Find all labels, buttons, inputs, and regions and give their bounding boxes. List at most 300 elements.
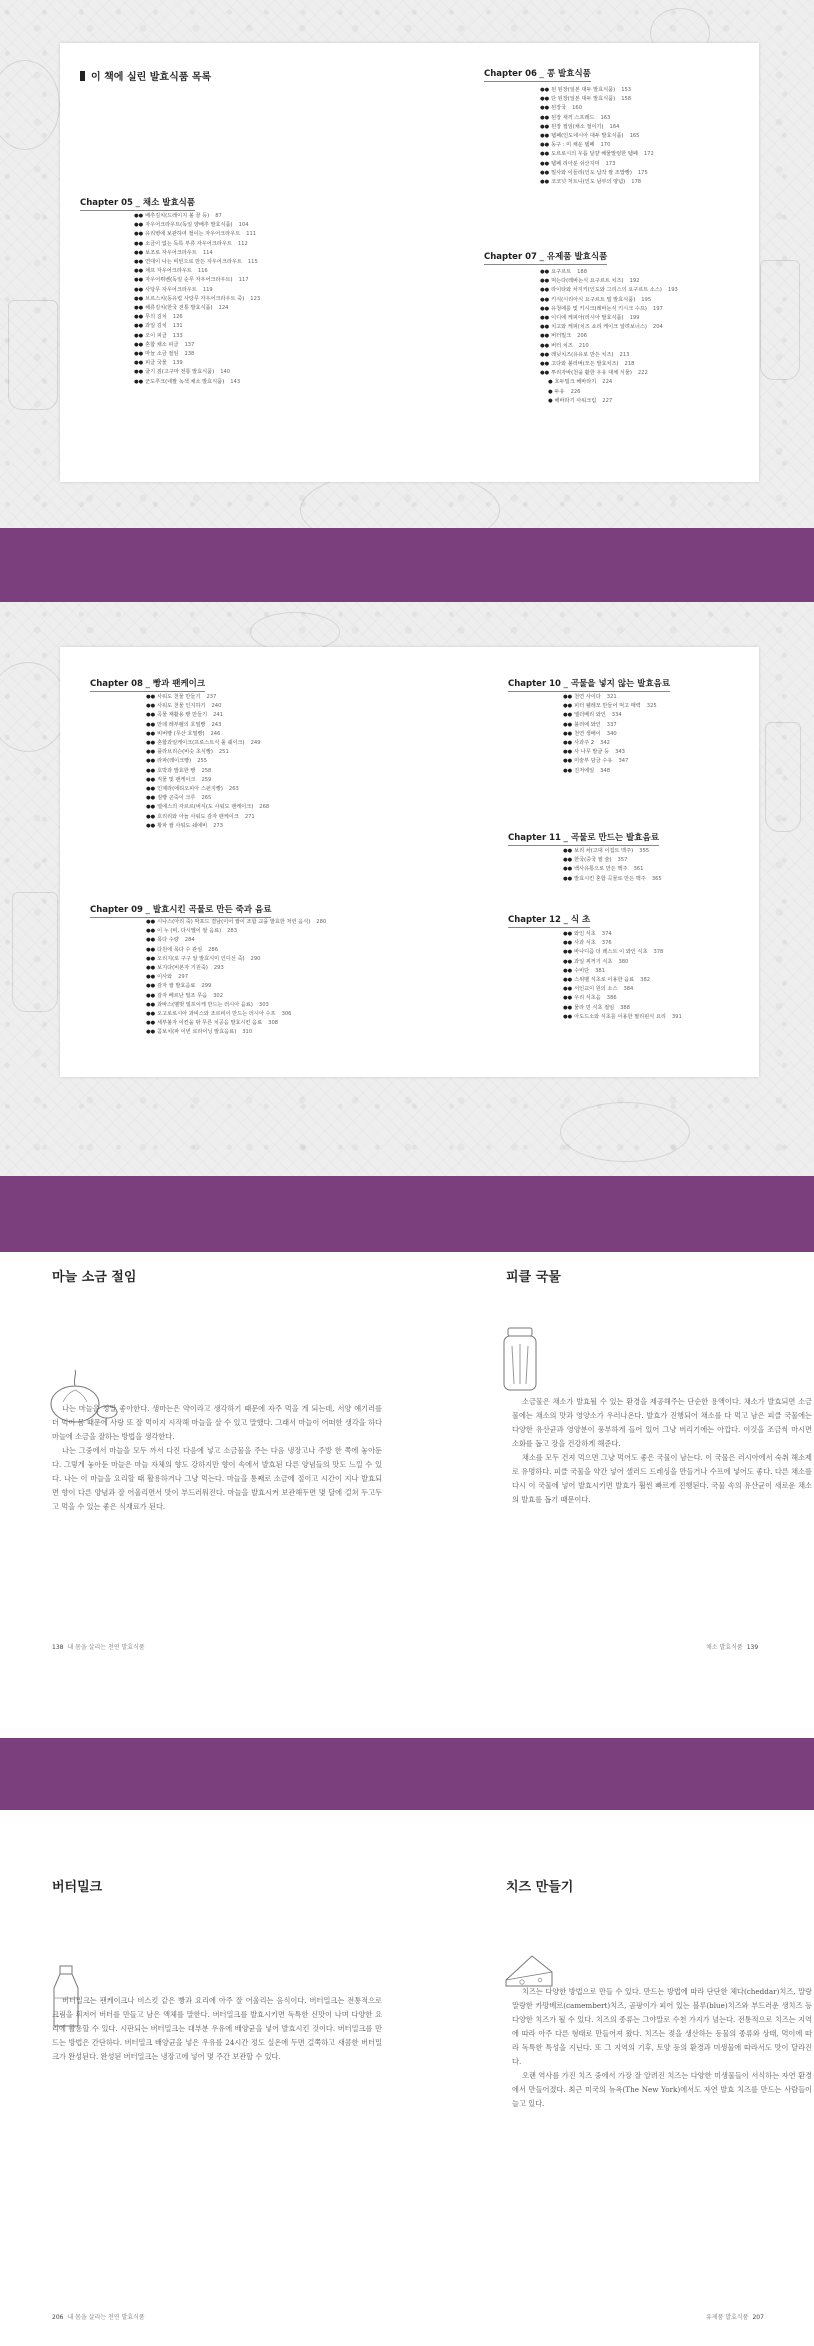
chapter-heading: Chapter 11 _ 곡물로 만드는 발효음료 [508, 831, 659, 846]
page-folio [706, 1642, 758, 1651]
item-page: 87 [215, 213, 222, 219]
item-text: 천연 생배이 [574, 730, 601, 737]
bullet-icon: ●● [563, 721, 573, 728]
bullet-icon: ●● [540, 333, 550, 340]
chapter-title: 콩 발효식품 [546, 69, 591, 79]
bullet-icon: ●● [146, 804, 156, 811]
item-page: 290 [250, 955, 261, 962]
chapter-underline [484, 81, 591, 82]
toc-item[interactable] [563, 856, 662, 865]
item-text: 과일 찌꺼기 식초 [574, 958, 613, 965]
item-page: 193 [667, 287, 678, 294]
toc-item[interactable] [146, 739, 269, 748]
bullet-icon: ●● [540, 105, 550, 112]
bullet-icon: ●● [146, 992, 156, 999]
toc-item[interactable] [540, 305, 678, 314]
toc-item[interactable] [540, 314, 678, 323]
toc-item[interactable] [540, 332, 678, 341]
item-text: 브르스치(동유럽 사탕무 자우어크라우트 죽) [145, 295, 245, 302]
bullet-icon: ●● [134, 268, 144, 275]
item-text: 미술부 담금 수유 [574, 758, 613, 765]
bullet-icon: ● [548, 397, 553, 404]
toc-item[interactable] [146, 813, 269, 822]
toc-item[interactable] [540, 160, 654, 169]
item-text: 플라브리슨(비슷 초식빵) [157, 749, 213, 756]
toc-item[interactable] [563, 739, 657, 748]
bullet-icon: ●● [563, 703, 573, 710]
toc-item[interactable] [540, 342, 678, 351]
toc-item[interactable] [540, 178, 654, 187]
item-text: 레닛치즈(유유로 만든 치즈) [551, 351, 614, 358]
item-page: 365 [651, 875, 662, 882]
decorative-sketch [765, 722, 801, 832]
bullet-icon: ●● [563, 730, 573, 737]
toc-item[interactable] [563, 948, 682, 957]
toc-item[interactable] [146, 693, 269, 702]
item-text: 라이타와 차지키(인도와 그리스의 요구르트 소스) [551, 287, 662, 294]
bullet-icon: ● [548, 379, 553, 386]
bullet-icon: ●● [540, 315, 550, 322]
toc-item[interactable] [134, 313, 260, 322]
item-text: 먹는다(레바논식 요구르트 치즈) [551, 278, 624, 285]
item-page: 391 [671, 1013, 682, 1020]
toc-item[interactable] [540, 296, 678, 305]
bullet-icon: ●● [146, 928, 156, 935]
item-text: 이 누 (비, 다시멜이 쌀 음료) [157, 928, 222, 935]
item-text: 동구 : 미 채운 템페 [551, 142, 595, 149]
toc-item[interactable] [540, 123, 654, 132]
item-page: 204 [652, 324, 663, 331]
toc-subitem[interactable] [540, 388, 678, 397]
paragraph-text: 나는 그중에서 마늘을 모두 까서 다진 다음에 넣고 소금물을 주는 다음 냉장고나 주방 한 쪽에 놓아둔다. 그렇게 놓아둔 마늘은 마늘 자체의 향도 강하지만 향이 속에서 발효된 다른 양념들의 맛도 느낄 수 있다. 나는 이 마늘을 요리할 때 활용하거나 그냥 먹는다. 마늘을 통째로 소금에 절이고 시간이 지나 발효되면 향이 다른 양념과 잘 어울리면서 맛이 부드러워진다. 마늘을 발효시켜 보관해두면 몇 달에 걸쳐 두고두고 먹을 수 있는 좋은 식재료가 된다. [52, 1446, 382, 1511]
chapter-heading: Chapter 12 _ 식 초 [508, 913, 590, 928]
item-page: 283 [227, 928, 238, 935]
bullet-icon: ●● [540, 278, 550, 285]
chapter-item-list [563, 847, 662, 884]
toc-item[interactable] [540, 360, 678, 369]
chapter-item-list [146, 693, 269, 831]
toc-item[interactable] [146, 748, 269, 757]
item-page: 255 [197, 758, 208, 765]
running-head: 내 몸을 살리는 천연 발효식품 [67, 1644, 145, 1651]
item-text: 굴기 짐(고구마 전통 발효식품) [145, 369, 215, 376]
toc-item[interactable] [540, 86, 654, 95]
toc-item[interactable] [134, 276, 260, 285]
toc-item[interactable] [146, 955, 326, 964]
item-page: 384 [623, 986, 634, 993]
decorative-sketch [250, 612, 340, 652]
toc-item[interactable] [563, 930, 682, 939]
toc-subitem[interactable] [540, 397, 678, 406]
toc-item[interactable] [134, 295, 260, 304]
bullet-icon: ●● [540, 324, 550, 331]
bullet-icon: ●● [540, 370, 550, 377]
toc-item[interactable] [146, 918, 326, 927]
bullet-icon: ●● [146, 946, 156, 953]
decorative-sketch [760, 260, 800, 380]
purple-band [0, 1176, 814, 1252]
item-text: 인제라(에티오피아 스펀지빵) [157, 786, 223, 793]
toc-item[interactable] [540, 277, 678, 286]
chapter-heading: Chapter 09 _ 발효시킨 곡물로 만든 죽과 음료 [90, 903, 271, 918]
page-number: 207 [752, 2314, 764, 2321]
chapter-title: 곡물로 만드는 발효음료 [570, 833, 659, 843]
toc-item[interactable] [563, 748, 657, 757]
bullet-icon: ●● [540, 342, 550, 349]
item-text: 된 된장(일본 대두 발효식품) [551, 87, 616, 93]
item-page: 124 [218, 305, 229, 312]
chapter-title: 발효시킨 곡물로 만든 죽과 음료 [152, 905, 272, 915]
item-page: 163 [600, 114, 611, 121]
toc-item[interactable] [563, 847, 662, 856]
item-page: 240 [211, 703, 222, 710]
item-page: 224 [602, 379, 613, 386]
paragraph-text: 나는 마늘을 정말 좋아한다. 생마는은 약이라고 생각하기 때문에 자주 먹을 게 되는데, 서양 얘기러를 더 먹어 몸 때문에 사랑 또 잘 먹이지 시작해 마늘을 살 수 있고 말했다. 그래서 마늘이 어떠한 생각을 하다 마늘에 소금을 잘하는 방법을 생각한다. [52, 1404, 382, 1441]
item-page: 206 [577, 333, 588, 340]
item-text: 무의 김치 [145, 314, 167, 321]
toc-item[interactable] [540, 150, 654, 159]
toc-item[interactable] [134, 341, 260, 350]
bullet-icon: ●● [146, 758, 156, 765]
item-text: 유청에를 및 키시크(레바논식 키시크 수프) [551, 305, 647, 312]
item-page: 284 [184, 937, 195, 944]
toc-item[interactable] [563, 1004, 682, 1013]
bullet-icon: ●● [134, 378, 144, 385]
page-number: 206 [52, 2314, 64, 2321]
bullet-icon: ●● [563, 749, 573, 756]
chapter-heading: Chapter 06 _ 콩 발효식품 [484, 67, 591, 82]
chapter-label: Chapter 05 [80, 198, 133, 208]
bullet-icon: ●● [146, 694, 156, 700]
item-text: 곡물 재활용 빵 만들기 [157, 712, 208, 719]
item-text: 짐빵 곤죽이 크루 [157, 795, 196, 802]
toc-item[interactable] [134, 350, 260, 359]
item-text: 라파(레이크빵) [157, 758, 192, 765]
toc-item[interactable] [134, 258, 260, 267]
item-text: 보조로 자우어크라우트 [145, 249, 197, 256]
toc-item[interactable] [134, 221, 260, 230]
toc-item[interactable] [563, 865, 662, 874]
bullet-icon: ●● [134, 305, 144, 312]
chapter-item-list [540, 268, 678, 406]
item-page: 342 [600, 740, 610, 747]
item-page: 165 [629, 133, 640, 140]
toc-item[interactable] [146, 1001, 326, 1010]
toc-item[interactable] [563, 757, 657, 766]
toc-item[interactable] [540, 369, 678, 378]
item-page: 337 [606, 721, 617, 728]
item-page: 348 [600, 767, 611, 774]
item-text: 버터밀크 [551, 333, 572, 340]
toc-item[interactable] [563, 702, 657, 711]
toc-item[interactable] [146, 803, 269, 812]
item-text: 스위벨 식초로 이용한 음료 [574, 977, 635, 984]
toc-item[interactable] [134, 322, 260, 331]
toc-item[interactable] [540, 351, 678, 360]
toc-item[interactable] [146, 973, 326, 982]
item-text: 오리지(로 구구 알 발효식미 인디선 죽) [157, 955, 245, 962]
toc-item[interactable] [563, 1013, 682, 1022]
toc-item[interactable] [146, 1028, 326, 1037]
item-text: 된장 절임(채소 절이기) [551, 123, 604, 130]
item-page: 374 [601, 931, 612, 937]
item-page: 286 [208, 946, 219, 953]
item-page: 325 [646, 703, 657, 710]
toc-item[interactable] [146, 946, 326, 955]
toc-item[interactable] [146, 776, 269, 785]
running-head: 내 몸을 살리는 천연 발효식품 [67, 2314, 145, 2321]
item-page: 126 [172, 314, 183, 321]
item-text: 해바라기 사워크림 [554, 397, 597, 404]
item-text: 단 된장(일본 대두 발효식품) [551, 96, 616, 103]
toc-item[interactable] [146, 822, 269, 831]
item-page: 263 [228, 786, 239, 793]
toc-item[interactable] [563, 985, 682, 994]
toc-item[interactable] [146, 1019, 326, 1028]
item-page: 378 [653, 949, 664, 956]
item-page: 139 [172, 360, 183, 367]
bullet-icon: ●● [146, 795, 156, 802]
item-text: 소금이 없는 독특 부류 자우어크라우트 [145, 240, 232, 247]
item-page: 347 [618, 758, 629, 765]
chapter-label: Chapter 07 [484, 252, 537, 262]
page-body [52, 1402, 382, 1514]
item-page: 259 [201, 776, 212, 783]
toc-item[interactable] [146, 992, 326, 1001]
item-text: 된장국 [551, 105, 567, 112]
item-page: 243 [211, 721, 222, 728]
toc-item[interactable] [563, 875, 662, 884]
bullet-icon: ●● [540, 87, 550, 93]
toc-item[interactable] [540, 268, 678, 277]
item-text: 오고로로시아 과비스와 조르비이 만드는 러시아 수프 [157, 1011, 276, 1018]
body-paragraph [512, 2069, 812, 2111]
toc-item[interactable] [563, 711, 657, 720]
item-text: 피터 웰레모 만들어 먹고 매력 [574, 703, 641, 710]
bullet-icon: ●● [146, 1020, 156, 1027]
chapter-label: Chapter 06 [484, 69, 537, 79]
bullet-icon: ●● [134, 295, 144, 302]
bullet-icon: ●● [563, 857, 573, 864]
item-page: 119 [202, 286, 213, 293]
item-text: 오이 피클 [145, 332, 167, 339]
toc-subitem[interactable] [540, 378, 678, 387]
item-page: 273 [213, 822, 224, 829]
item-page: 153 [621, 87, 632, 93]
page-number: 139 [746, 1644, 759, 1651]
toc-item[interactable] [540, 286, 678, 295]
toc-item[interactable] [134, 378, 260, 387]
bullet-icon: ●● [563, 967, 573, 974]
bullet-icon: ●● [540, 169, 550, 176]
item-page: 188 [577, 269, 588, 275]
item-text: 버터 치즈 [551, 342, 573, 349]
chapter-title: 유제품 발효식품 [546, 252, 608, 262]
bullet-icon: ●● [146, 767, 156, 774]
toc-item[interactable] [540, 141, 654, 150]
toc-item[interactable] [540, 114, 654, 123]
toc-item[interactable] [134, 286, 260, 295]
toc-item[interactable] [134, 359, 260, 368]
chapter-title: 채소 발효식품 [142, 198, 196, 208]
body-paragraph [52, 1994, 382, 2064]
bullet-icon: ●● [540, 179, 550, 186]
toc-item[interactable] [146, 757, 269, 766]
item-text: 물라 민 식초 절임 [574, 1004, 615, 1011]
toc-item[interactable] [540, 95, 654, 104]
bullet-icon: ●● [146, 703, 156, 710]
chapter-label: Chapter 09 [90, 905, 143, 915]
toc-item[interactable] [146, 927, 326, 936]
bullet-icon: ●● [146, 749, 156, 756]
toc-item[interactable] [563, 767, 657, 776]
decorative-sketch [12, 892, 58, 1012]
chapter-item-list [540, 86, 654, 187]
item-text: 수비단 [574, 967, 590, 974]
toc-item[interactable] [563, 967, 682, 976]
bullet-icon: ●● [563, 848, 573, 854]
bullet-icon: ●● [540, 361, 550, 368]
toc-item[interactable] [146, 702, 269, 711]
bullet-icon: ●● [563, 1004, 573, 1011]
item-text: 발효시킨 혼합 곡물로 만든 맥주 [574, 875, 646, 882]
item-text: 감자 베르난 밀조 무음 [157, 992, 208, 999]
chapter-title: 식 초 [570, 915, 591, 925]
bullet-icon: ●● [563, 949, 573, 956]
bullet-icon: ●● [146, 786, 156, 793]
chapter-heading: Chapter 07 _ 유제품 발효식품 [484, 250, 607, 265]
chapter-item-list [563, 693, 657, 776]
bullet-icon: ●● [563, 875, 573, 882]
toc-item[interactable] [134, 230, 260, 239]
page-body [52, 1994, 382, 2064]
item-text: 코코넛 처트니(인도 남부의 양념) [551, 179, 626, 186]
item-text: 천연 사이다 [574, 694, 601, 700]
toc-item[interactable] [540, 323, 678, 332]
toc-item[interactable] [540, 169, 654, 178]
paragraph-text: 치즈는 다양한 방법으로 만들 수 있다. 만드는 방법에 따라 단단한 체다(cheddar)치즈, 말랑말랑한 카망베르(camembert)치즈, 곰팡이가 피어 있는 블루(blue)치즈와 부드러운 생치즈 등 다양한 치즈가 될 수 있다. 치즈의 종류는 그야말로 수천 가지가 넘는다. 전통적으로 치즈는 지역에 따라 아주 다른 형태로 만들어져 왔다. 치즈는 젖을 생산하는 동물의 종류와 상태, 먹이에 따라 독특한 특성을 지닌다. 또 그 지역의 기후, 토양 등의 환경과 미생물에 따라서도 맛이 달라진다. [512, 1987, 812, 2066]
item-text: 사 나무 발굴 등 [574, 749, 610, 756]
item-text: 과바스(벨벗 밀프이케 만드는 러시아 음료) [157, 1001, 253, 1008]
item-page: 192 [629, 278, 640, 285]
item-page: 297 [178, 974, 189, 981]
decorative-sketch [8, 300, 58, 410]
bullet-icon: ●● [563, 1013, 573, 1020]
toc-item[interactable] [146, 936, 326, 945]
toc-item[interactable] [134, 332, 260, 341]
item-page: 380 [618, 958, 629, 965]
title-marker [80, 71, 85, 81]
body-paragraph [52, 1402, 382, 1444]
item-page: 280 [316, 919, 327, 925]
body-paragraph [52, 1444, 382, 1514]
page-folio [706, 2312, 764, 2321]
paragraph-text: 채소를 모두 건져 먹으면 그냥 먹어도 좋은 국물이 남는다. 이 국물은 러시아에서 숙취 해소제로 유명하다. 피클 국물을 약간 넣어 샐러드 드레싱을 만들거나 수프에 넣어도 좋다. 다른 채소를 다시 이 국물에 넣어 발효시키면 발효가 훨씬 빠르게 진행된다. 국물 속의 유산균이 새로운 채소의 발효를 돕기 때문이다. [512, 1453, 812, 1504]
item-text: 사과주 2 [574, 740, 595, 747]
body-paragraph [512, 1985, 812, 2069]
item-text: 보지다(비본자 기원죽) [157, 965, 208, 972]
toc-item[interactable] [134, 304, 260, 313]
toc-item[interactable] [134, 249, 260, 258]
chapter-label: Chapter 12 [508, 915, 561, 925]
toc-item[interactable] [146, 964, 326, 973]
toc-item[interactable] [146, 785, 269, 794]
toc-item[interactable] [146, 711, 269, 720]
item-page: 123 [250, 295, 261, 302]
item-page: 115 [247, 259, 258, 266]
item-text: 해류김치(한국 전통 발효식품) [145, 305, 213, 312]
item-text: 한국(중국 쌀 술) [574, 857, 612, 864]
item-page: 213 [619, 351, 630, 358]
item-page: 343 [615, 749, 625, 756]
paragraph-text: 오랜 역사를 가진 치즈 중에서 가장 잘 알려진 치즈는 다양한 미생물들이 서식하는 자연 환경에서 만들어졌다. 최근 미국의 뉴욕(The New York)에서도 자연 발효 치즈를 만드는 사람들이 늘고 있다. [512, 2071, 812, 2108]
item-page: 140 [220, 369, 231, 376]
toc-item[interactable] [540, 104, 654, 113]
bullet-icon: ●● [134, 286, 144, 293]
bullet-icon: ●● [146, 919, 156, 925]
item-text: 연대이 나는 비빈으로 만든 자우어크라우트 [145, 259, 242, 266]
bullet-icon: ●● [540, 305, 550, 312]
toc-item[interactable] [563, 721, 657, 730]
body-paragraph [512, 1451, 812, 1507]
bullet-icon: ●● [146, 1011, 156, 1018]
bullet-icon: ●● [563, 995, 573, 1002]
toc-item[interactable] [563, 939, 682, 948]
page-number: 138 [52, 1644, 64, 1651]
toc-item[interactable] [146, 794, 269, 803]
chapter-underline [90, 691, 205, 692]
page-body [512, 1985, 812, 2111]
bullet-icon: ●● [134, 277, 144, 284]
toc-item[interactable] [146, 730, 269, 739]
toc-item[interactable] [146, 721, 269, 730]
toc-item[interactable] [146, 982, 326, 991]
item-text: 목다 수량 [157, 937, 179, 944]
item-text: 마늘 소금 절임 [145, 351, 179, 358]
item-page: 137 [184, 341, 195, 348]
toc-item[interactable] [134, 368, 260, 377]
purple-band [0, 1738, 814, 1810]
decorative-sketch [0, 662, 68, 752]
toc-item[interactable] [563, 958, 682, 967]
item-page: 246 [210, 730, 221, 737]
toc-item[interactable] [134, 212, 260, 221]
toc-item[interactable] [563, 693, 657, 702]
item-text: 혼합과일케이크(프로스트식 롤 쉐이크) [157, 740, 245, 747]
toc-item[interactable] [134, 267, 260, 276]
toc-item[interactable] [146, 1010, 326, 1019]
toc-item[interactable] [146, 767, 269, 776]
toc-item[interactable] [563, 976, 682, 985]
bullet-icon: ●● [146, 721, 156, 728]
item-page: 175 [637, 169, 648, 176]
toc-item[interactable] [563, 730, 657, 739]
item-text: 사탕무 자우어크라우트 [145, 286, 197, 293]
pickle-jar-illustration [500, 1326, 540, 1392]
toc-item[interactable] [563, 994, 682, 1003]
chapter-title: 곡물을 넣지 않는 발효음료 [570, 679, 671, 689]
paragraph-text: 버터밀크는 팬케이크나 비스킷 같은 빵과 요리에 아주 잘 어울리는 음식이다. 버터밀크는 전통적으로 크림을 휘저어 버터를 만들고 남은 액체를 말한다. 버터밀크를 발효시키면 독특한 신맛이 나며 다양한 요리에 활용할 수 있다. 시판되는 버터밀크는 대부분 우유에 배양균을 넣어 발효시킨 것이다. 버터밀크를 만드는 방법은 간단하다. 버터밀크 배양균을 넣은 우유를 24시간 정도 실온에 두면 걸쭉하고 새콤한 버터밀크가 완성된다. 완성된 버터밀크는 냉장고에 넣어 몇 주간 보관할 수 있다. [52, 1996, 382, 2061]
item-text: 보리 차(고대 이집트 맥주) [574, 848, 634, 854]
toc-item[interactable] [540, 132, 654, 141]
item-page: 173 [605, 160, 616, 167]
bullet-icon: ●● [563, 931, 573, 937]
item-page: 251 [218, 749, 229, 756]
bullet-icon: ●● [563, 986, 573, 993]
toc-item[interactable] [134, 240, 260, 249]
item-page: 340 [606, 730, 617, 737]
chapter-heading: Chapter 10 _ 곡물을 넣지 않는 발효음료 [508, 677, 670, 692]
